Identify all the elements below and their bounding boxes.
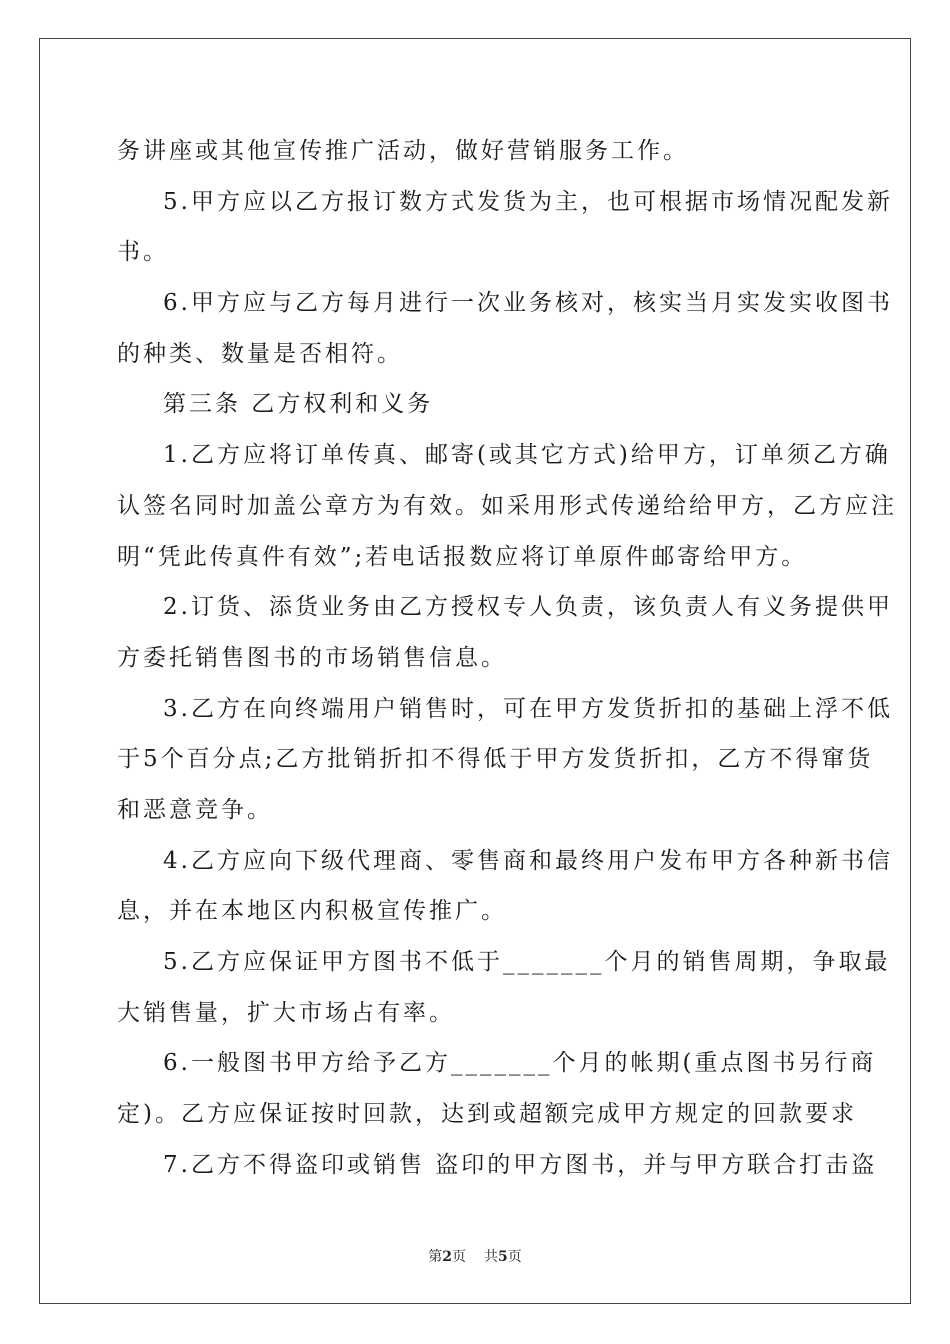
section-heading: 第三条 乙方权利和义务 (163, 391, 434, 418)
text-line: 4.乙方应向下级代理商、零售商和最终用户发布甲方各种新书信 (163, 847, 893, 874)
total-pages-suffix: 页 (507, 1249, 522, 1265)
text-line: 务讲座或其他宣传推广活动，做好营销服务工作。 (117, 138, 689, 164)
text-line: 6.一般图书甲方给予乙方_______个月的帐期(重点图书另行商 (163, 1050, 877, 1077)
text-line: 和恶意竞争。 (117, 796, 273, 823)
text-line: 2.订货、添货业务由乙方授权专人负责，该负责人有义务提供甲 (163, 594, 893, 621)
text-line: 认签名同时加盖公章方为有效。如采用形式传递给给甲方，乙方应注 (117, 492, 897, 519)
text-line: 7.乙方不得盗印或销售 盗印的甲方图书，并与甲方联合打击盗 (163, 1151, 878, 1178)
text-line: 的种类、数量是否相符。 (117, 340, 403, 367)
total-pages-prefix: 共 (484, 1249, 498, 1265)
text-line: 于5个百分点;乙方批销折扣不得低于甲方发货折扣，乙方不得窜货 (117, 746, 874, 773)
page-number-current: 2 (442, 1249, 452, 1265)
document-body (117, 126, 897, 1190)
text-line: 6.甲方应与乙方每月进行一次业务核对，核实当月实发实收图书 (163, 290, 893, 317)
text-line: 3.乙方在向终端用户销售时，可在甲方发货折扣的基础上浮不低 (163, 695, 893, 722)
page-number-suffix: 页 (452, 1249, 466, 1265)
page-number-prefix: 第 (428, 1249, 443, 1265)
text-line: 明“凭此传真件有效”;若电话报数应将订单原件邮寄给甲方。 (117, 543, 808, 570)
text-line: 定)。乙方应保证按时回款，达到或超额完成甲方规定的回款要求 (117, 1101, 857, 1128)
text-line: 5.乙方应保证甲方图书不低于_______个月的销售周期，争取最 (163, 949, 891, 975)
page-footer (0, 1246, 950, 1266)
text-line: 方委托销售图书的市场销售信息。 (117, 644, 507, 671)
text-line: 1.乙方应将订单传真、邮寄(或其它方式)给甲方，订单须乙方确 (163, 442, 891, 469)
text-line: 书。 (117, 239, 169, 266)
text-line: 大销售量，扩大市场占有率。 (117, 999, 455, 1026)
text-line: 息，并在本地区内积极宣传推广。 (117, 898, 507, 925)
text-line: 5.甲方应以乙方报订数方式发货为主，也可根据市场情况配发新 (163, 188, 893, 215)
total-pages: 5 (498, 1249, 508, 1265)
